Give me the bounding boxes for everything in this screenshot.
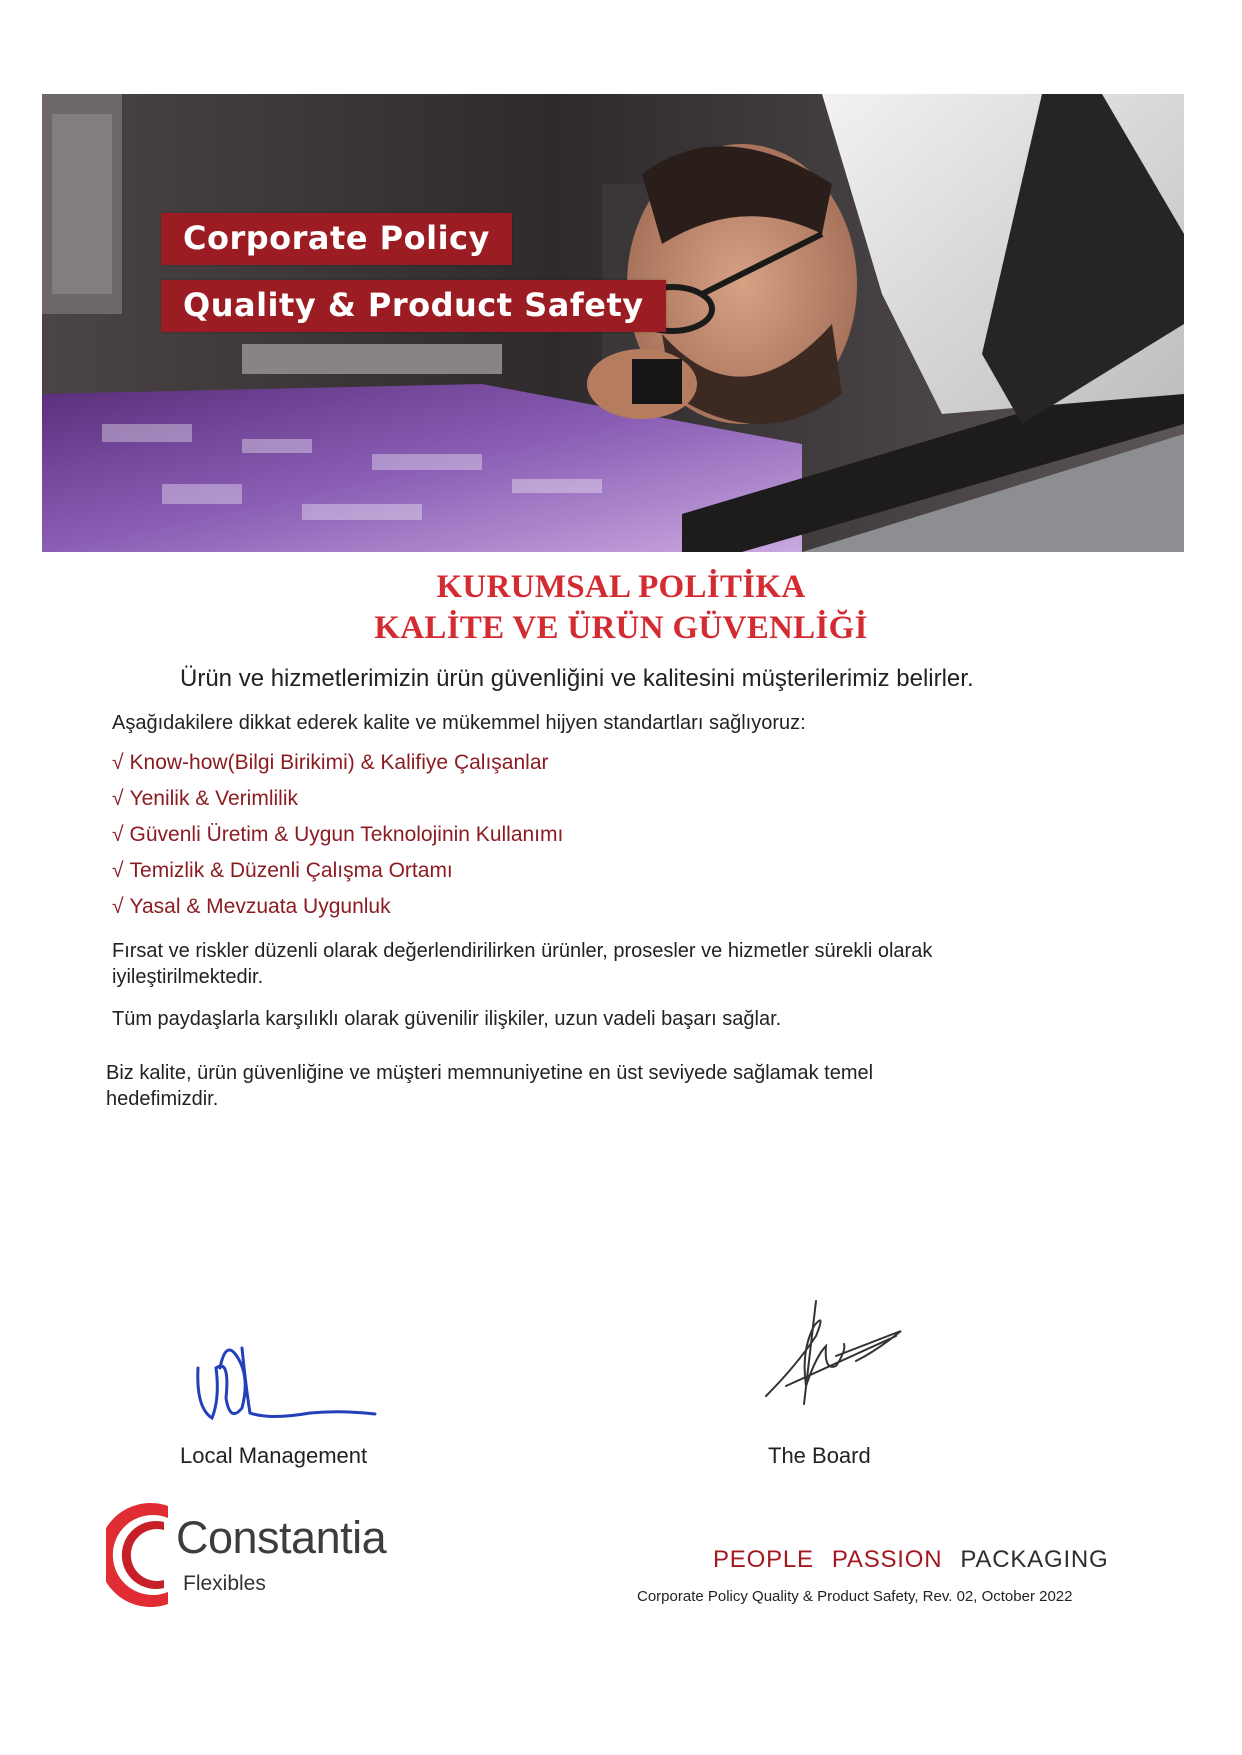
lead-text: Aşağıdakilere dikkat ederek kalite ve mükemmel hijyen standartları sağlıyoruz: xyxy=(112,712,806,734)
stakeholder-paragraph: Tüm paydaşlarla karşılıklı olarak güvenilir ilişkiler, uzun vadeli başarı sağlar. xyxy=(112,1008,782,1030)
list-item xyxy=(112,820,563,856)
logo-name: Constantia xyxy=(176,1512,387,1563)
slogan-word: PACKAGING xyxy=(960,1546,1109,1573)
local-management-label: Local Management xyxy=(180,1443,368,1468)
board-signature xyxy=(756,1296,906,1406)
paragraph-line: Biz kalite, ürün güvenliğine ve müşteri memnuniyetine en üst seviyede sağlamak temel xyxy=(106,1062,874,1084)
list-item-label: Yenilik & Verimlilik xyxy=(129,787,298,810)
checkmark-icon: √ xyxy=(112,895,124,918)
list-item xyxy=(112,748,563,784)
policy-checklist xyxy=(112,748,563,928)
list-item xyxy=(112,892,563,928)
hero-subtitle-tag: Quality & Product Safety xyxy=(161,280,666,332)
constantia-logo xyxy=(106,1500,406,1610)
hero-image xyxy=(42,94,1184,552)
slogan xyxy=(713,1546,1109,1574)
policy-subheading: KALİTE VE ÜRÜN GÜVENLİĞİ xyxy=(374,610,868,646)
checkmark-icon: √ xyxy=(112,787,124,810)
hero-title-tag: Corporate Policy xyxy=(161,213,512,265)
intro-text: Ürün ve hizmetlerimizin ürün güvenliğini ve kalitesini müşterilerimiz belirler. xyxy=(180,665,974,692)
policy-heading: KURUMSAL POLİTİKA xyxy=(436,569,806,605)
goal-paragraph xyxy=(106,1060,873,1112)
logo-subtitle: Flexibles xyxy=(183,1572,266,1595)
checkmark-icon: √ xyxy=(112,823,124,846)
list-item-label: Güvenli Üretim & Uygun Teknolojinin Kullanımı xyxy=(129,823,564,846)
local-management-signature xyxy=(190,1328,390,1428)
improvement-paragraph xyxy=(112,938,932,990)
board-label: The Board xyxy=(768,1443,871,1468)
list-item-label: Temizlik & Düzenli Çalışma Ortamı xyxy=(129,859,453,882)
slogan-word: PEOPLE xyxy=(713,1546,814,1573)
paragraph-line: iyileştirilmektedir. xyxy=(112,966,264,988)
list-item xyxy=(112,856,563,892)
checkmark-icon: √ xyxy=(112,859,124,882)
list-item-label: Yasal & Mevzuata Uygunluk xyxy=(129,895,391,918)
constantia-c-icon xyxy=(106,1500,176,1610)
list-item-label: Know-how(Bilgi Birikimi) & Kalifiye Çalışanlar xyxy=(129,751,549,774)
checkmark-icon: √ xyxy=(112,751,124,774)
list-item xyxy=(112,784,563,820)
paragraph-line: Fırsat ve riskler düzenli olarak değerlendirilirken ürünler, prosesler ve hizmetler sürekli olarak xyxy=(112,940,933,962)
document-revision-note: Corporate Policy Quality & Product Safety, Rev. 02, October 2022 xyxy=(637,1588,1073,1605)
paragraph-line: hedefimizdir. xyxy=(106,1088,219,1110)
slogan-word: PASSION xyxy=(831,1546,943,1573)
